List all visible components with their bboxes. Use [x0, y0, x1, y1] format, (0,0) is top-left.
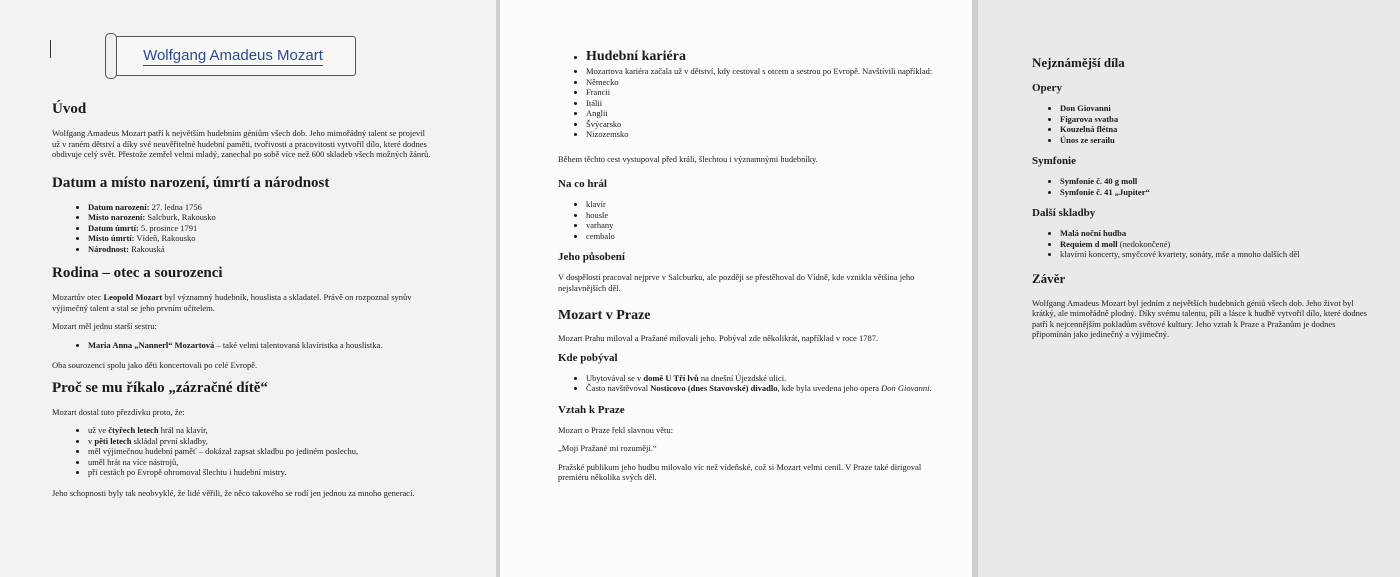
list-item: • měl výjimečnou hudební paměť – dokázal zapsat skladbu po jediném poslechu,	[88, 446, 472, 457]
list-item: • Malá noční hudba	[1060, 228, 1372, 239]
heading-symfonie: Symfonie	[1032, 155, 1076, 167]
list-item: • Symfonie č. 41 „Jupiter“	[1060, 187, 1372, 198]
list-item: • Německo	[586, 77, 938, 88]
heading-dalsi: Další skladby	[1032, 207, 1096, 219]
list-item: • klavírní koncerty, smyčcové kvartety, sonáty, mše a mnoho dalších děl	[1060, 249, 1372, 260]
list-item: • varhany	[586, 220, 938, 231]
paragraph-proc-outro: Jeho schopnosti byly tak neobvyklé, že lidé věřili, že něco takového se rodí jen jednou za mnoho generací.	[52, 487, 415, 498]
paragraph-vztah-outro: Pražské publikum jeho hudbu milovalo víc než vídeňské, což si Mozart velmi cenil. V Praze také dirigoval premiéru několika svých děl.	[558, 461, 922, 482]
paragraph-sourozenci: Oba sourozenci spolu jako děti koncertovali po celé Evropě.	[52, 360, 258, 370]
heading-vztah: Vztah k Praze	[558, 403, 625, 416]
facts-list	[52, 202, 472, 255]
list-item: • uměl hrát na více nástrojů,	[88, 457, 472, 468]
reasons-list	[52, 425, 472, 478]
list-item: • Národnost: Rakouská	[88, 244, 472, 255]
heading-opery: Opery	[1032, 82, 1062, 94]
list-item	[586, 48, 938, 66]
kariera-heading-list	[558, 48, 938, 77]
list-item: • Itálii	[586, 98, 938, 109]
list-item: • Datum narození: 27. ledna 1756	[88, 202, 472, 213]
sister-list	[52, 340, 472, 351]
banner-title: Wolfgang Amadeus Mozart	[143, 46, 323, 64]
paragraph-pusobeni: V dospělosti pracoval nejprve v Salcburku, ale později se přestěhoval do Vídně, kde vznikla většina jeho nejslavnějších děl.	[558, 272, 915, 293]
paragraph-zaver: Wolfgang Amadeus Mozart byl jedním z největších hudebních géniů všech dob. Jeho život byl krátký, ale mimořádně plodný. Díky svému talentu, píli a lásce k hudbě vytvořil dílo, které dodnes patří k nejcennějším pokladům světové kultury. Jeho vztah k Praze a Pražanům je dodnes připomínán jako jedinečný a výjimečný.	[1032, 297, 1367, 339]
paragraph-cesty: Během těchto cest vystupoval před králi, šlechtou i významnými hudebníky.	[558, 153, 818, 164]
heading-praha: Mozart v Praze	[558, 308, 651, 323]
list-item: • Figarova svatba	[1060, 114, 1372, 125]
list-item: • Nizozemsko	[586, 129, 938, 140]
list-item: • Místo úmrtí: Vídeň, Rakousko	[88, 233, 472, 244]
instruments-list	[558, 199, 938, 241]
paragraph-uvod: Wolfgang Amadeus Mozart patří k největším hudebním géniům všech dob. Jeho mimořádný talent se projevil už v raném dětství a díky své neuvěřitelné hudební paměti, tvořivosti a pracovitosti vytvořil dílo, které dodnes obdivuje celý svět. Přestože zemřel velmi mladý, zanechal po sobě více než 600 skladeb všech možných žánrů.	[52, 128, 431, 159]
list-item: • Symfonie č. 40 g moll	[1060, 176, 1372, 187]
list-item: • Únos ze serailu	[1060, 135, 1372, 146]
list-item: • Často navštěvoval Nosticovo (dnes Stavovské) divadlo, kde byla uvedena jeho opera Don Giovanni.	[586, 383, 938, 394]
countries-list	[558, 77, 938, 140]
title-banner[interactable]	[110, 36, 356, 76]
list-item: • Don Giovanni	[1060, 103, 1372, 114]
document-page-1[interactable]	[0, 0, 496, 577]
list-item: • Mozartova kariéra začala už v dětství, kdy cestoval s otcem a sestrou po Evropě. Navštívili například:	[586, 66, 938, 77]
heading-proc: Proč se mu říkalo „zázračné dítě“	[52, 379, 268, 396]
list-item: • Requiem d moll (nedokončené)	[1060, 239, 1372, 250]
heading-zaver: Závěr	[1032, 270, 1066, 286]
paragraph-otec: Mozartův otec Leopold Mozart byl významný hudebník, houslista a skladatel. Právě on rozpoznal synův výjimečný talent a stal se jeho prvním učitelem.	[52, 292, 412, 313]
list-item: • už ve čtyřech letech hrál na klavír,	[88, 425, 472, 436]
quote: „Moji Pražané mi rozumějí.“	[558, 443, 657, 453]
list-item: • Francii	[586, 87, 938, 98]
list-item: • v pěti letech skládal první skladby,	[88, 436, 472, 447]
operas-list	[1032, 103, 1372, 145]
heading-kariera: Hudební kariéra	[586, 49, 686, 64]
list-item: • Maria Anna „Nannerl“ Mozartová – také velmi talentovaná klavíristka a houslistka.	[88, 340, 472, 351]
list-item: • při cestách po Evropě ohromoval šlechtu i hudební mistry.	[88, 467, 472, 478]
list-item: • Ubytovával se v domě U Tří lvů na dnešní Újezdské ulici.	[586, 373, 938, 384]
paragraph-vztah: Mozart o Praze řekl slavnou větu:	[558, 424, 673, 435]
list-item: • Místo narození: Salcburk, Rakousko	[88, 212, 472, 223]
places-list	[558, 373, 938, 394]
heading-dila: Nejznámější díla	[1032, 55, 1125, 70]
list-item: • Datum úmrtí: 5. prosince 1791	[88, 223, 472, 234]
list-item: • cembalo	[586, 231, 938, 242]
heading-rodina: Rodina – otec a sourozenci	[52, 265, 223, 281]
paragraph-praha: Mozart Prahu miloval a Pražané milovali jeho. Pobýval zde několikrát, například v roce 1787.	[558, 333, 879, 343]
list-item: • Kouzelná flétna	[1060, 124, 1372, 135]
other-works-list	[1032, 228, 1372, 260]
list-item: • klavír	[586, 199, 938, 210]
paragraph-sestra-intro: Mozart měl jednu starší sestru:	[52, 321, 157, 331]
list-item: • Švýcarsko	[586, 119, 938, 130]
heading-datum: Datum a místo narození, úmrtí a národnost	[52, 174, 330, 191]
document-page-3[interactable]	[978, 0, 1400, 577]
document-page-2[interactable]	[500, 0, 972, 577]
list-item: • housle	[586, 210, 938, 221]
heading-kde-pobyval: Kde pobýval	[558, 351, 618, 364]
list-item: • Anglii	[586, 108, 938, 119]
heading-na-co-hral: Na co hrál	[558, 178, 607, 190]
heading-uvod: Úvod	[52, 101, 87, 117]
paragraph-proc-intro: Mozart dostal tuto přezdívku proto, že:	[52, 406, 185, 417]
heading-pusobeni: Jeho působení	[558, 251, 625, 263]
text-cursor	[50, 40, 51, 58]
symphonies-list	[1032, 176, 1372, 197]
